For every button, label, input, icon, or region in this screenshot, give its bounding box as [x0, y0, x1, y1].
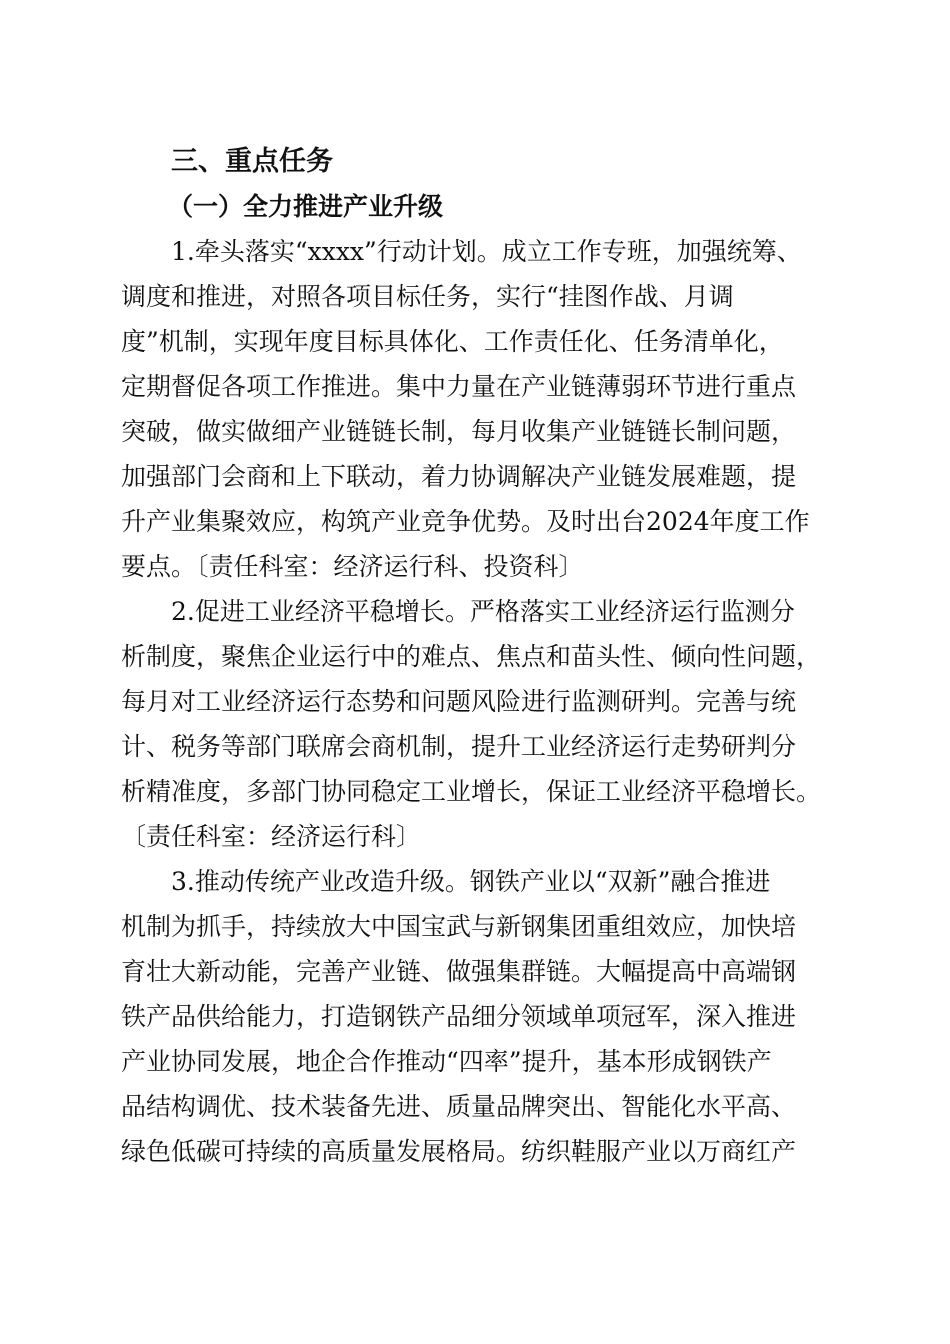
- paragraph-line: 绿色低碳可持续的高质量发展格局。纺织鞋服产业以万商红产: [121, 1137, 797, 1166]
- section-heading: 三、重点任务: [171, 146, 333, 177]
- paragraph-line: 铁产品供给能力，打造钢铁产品细分领域单项冠军，深入推进: [121, 1002, 797, 1031]
- paragraph-line: 要点。〔责任科室：经济运行科、投资科〕: [121, 552, 584, 581]
- paragraph-line: 度”机制，实现年度目标具体化、工作责任化、任务清单化，: [121, 327, 784, 356]
- paragraph-line: 突破，做实做细产业链链长制，每月收集产业链链长制问题，: [121, 417, 797, 446]
- paragraph-line: 品结构调优、技术装备先进、质量品牌突出、智能化水平高、: [121, 1092, 797, 1121]
- paragraph-line: 产业协同发展，地企合作推动“四率”提升，基本形成钢铁产: [121, 1047, 772, 1076]
- paragraph-line: 调度和推进，对照各项目标任务，实行“挂图作战、月调: [121, 282, 734, 311]
- subsection-heading: （一）全力推进产业升级: [168, 192, 444, 221]
- paragraph-line: 析制度，聚焦企业运行中的难点、焦点和苗头性、倾向性问题，: [121, 642, 822, 671]
- paragraph-line: 机制为抓手，持续放大中国宝武与新钢集团重组效应，加快培: [121, 912, 797, 941]
- paragraph-line: 加强部门会商和上下联动，着力协调解决产业链发展难题，提: [121, 462, 797, 491]
- paragraph-line: 定期督促各项工作推进。集中力量在产业链薄弱环节进行重点: [121, 372, 797, 401]
- paragraph-line: 1.牵头落实“xxxx”行动计划。成立工作专班，加强统筹、: [171, 237, 802, 266]
- paragraph-line: 每月对工业经济运行态势和问题风险进行监测研判。完善与统: [121, 687, 797, 716]
- paragraph-line: 3.推动传统产业改造升级。钢铁产业以“双新”融合推进: [171, 867, 771, 896]
- paragraph-line: 计、税务等部门联席会商机制，提升工业经济运行走势研判分: [121, 732, 797, 761]
- paragraph-line: 析精准度，多部门协同稳定工业增长，保证工业经济平稳增长。: [121, 777, 822, 806]
- paragraph-line: 育壮大新动能，完善产业链、做强集群链。大幅提高中高端钢: [121, 957, 797, 986]
- paragraph-line: 〔责任科室：经济运行科〕: [121, 822, 422, 851]
- paragraph-line: 2.促进工业经济平稳增长。严格落实工业经济运行监测分: [171, 597, 795, 626]
- paragraph-line: 升产业集聚效应，构筑产业竞争优势。及时出台2024年度工作: [121, 507, 810, 536]
